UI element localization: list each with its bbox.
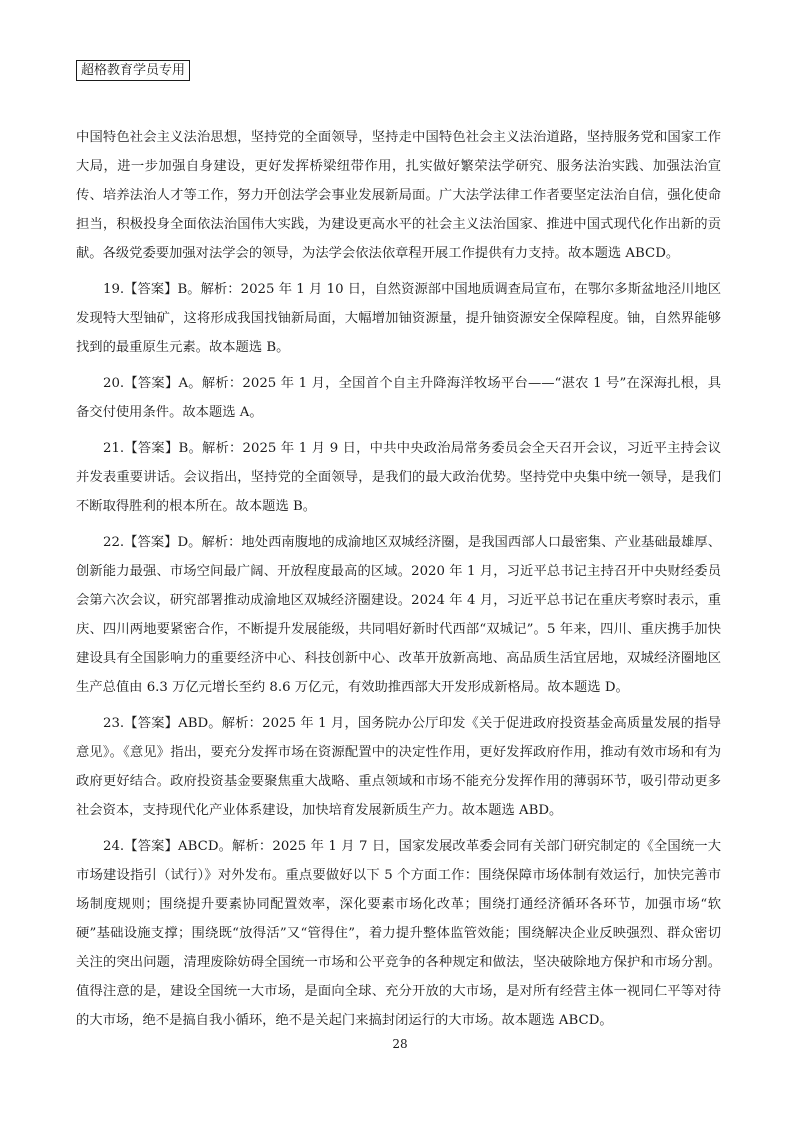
answer-24: 24.【答案】ABCD。解析：2025 年 1 月 7 日，国家发展改革委会同有关部门研究制定的《全国统一大市场建设指引（试行）》对外发布。重点要做好以下 5 个方面工作：围绕保障市场体制有效运行，加快完善市场制度规则；围绕提升要素协同配置效率，深化要素市场化改革；围绕打通经济循环各环节，加强市场“软硬”基础设施支撑；围绕既“放得活”又“管得住”，着力提升整体监管效能；围绕解决企业反映强烈、群众密切关注的突出问题，清理废除妨碍全国统一市场和公平竞争的各种规定和做法，坚决破除地方保护和市场分割。值得注意的是，建设全国统一大市场，是面向全球、充分开放的大市场，是对所有经营主体一视同仁平等对待的大市场，绝不是搞自我小循环，绝不是关起门来搞封闭运行的大市场。故本题选 ABCD。 bbox=[76, 839, 721, 1028]
document-body bbox=[76, 123, 721, 1042]
page-number: 28 bbox=[392, 1037, 408, 1051]
answer-20: 20.【答案】A。解析：2025 年 1 月，全国首个自主升降海洋牧场平台——“湛农 1 号”在深海扎根，具备交付使用条件。故本题选 A。 bbox=[76, 376, 721, 420]
answer-21: 21.【答案】B。解析：2025 年 1 月 9 日，中共中央政治局常务委员会全天召开会议，习近平主持会议并发表重要讲话。会议指出，坚持党的全面领导，是我们的最大政治优势。坚持党中央集中统一领导，是我们不断取得胜利的根本所在。故本题选 B。 bbox=[76, 441, 721, 514]
answer-23: 23.【答案】ABD。解析：2025 年 1 月，国务院办公厅印发《关于促进政府投资基金高质量发展的指导意见》。《意见》指出，要充分发挥市场在资源配置中的决定性作用，更好发挥政府作用，推动有效市场和有为政府更好结合。政府投资基金要聚焦重大战略、重点领域和市场不能充分发挥作用的薄弱环节，吸引带动更多社会资本，支持现代化产业体系建设，加快培育发展新质生产力。故本题选 ABD。 bbox=[76, 716, 721, 818]
paragraph-continuation: 中国特色社会主义法治思想，坚持党的全面领导，坚持走中国特色社会主义法治道路，坚持服务党和国家工作大局，进一步加强自身建设，更好发挥桥梁纽带作用，扎实做好繁荣法学研究、服务法治实践、加强法治宣传、培养法治人才等工作，努力开创法学会事业发展新局面。广大法学法律工作者要坚定法治自信，强化使命担当，积极投身全面依法治国伟大实践，为建设更高水平的社会主义法治国家、推进中国式现代化作出新的贡献。各级党委要加强对法学会的领导，为法学会依法依章程开展工作提供有力支持。故本题选 ABCD。 bbox=[76, 130, 721, 261]
header-label: 超格教育学员专用 bbox=[76, 60, 190, 81]
answer-19: 19.【答案】B。解析：2025 年 1 月 10 日，自然资源部中国地质调查局宣布，在鄂尔多斯盆地泾川地区发现特大型铀矿，这将形成我国找铀新局面，大幅增加铀资源量，提升铀资源安全保障程度。铀，自然界能够找到的最重原生元素。故本题选 B。 bbox=[76, 282, 721, 355]
answer-22: 22.【答案】D。解析：地处西南腹地的成渝地区双城经济圈，是我国西部人口最密集、产业基础最雄厚、创新能力最强、市场空间最广阔、开放程度最高的区域。2020 年 1 月，习近平总书记主持召开中央财经委员会第六次会议，研究部署推动成渝地区双城经济圈建设。2024 年 4 月，习近平总书记在重庆考察时表示，重庆、四川两地要紧密合作，不断提升发展能级，共同唱好新时代西部“双城记”。5 年来，四川、重庆携手加快建设具有全国影响力的重要经济中心、科技创新中心、改革开放新高地、高品质生活宜居地，双城经济圈地区生产总值由 6.3 万亿元增长至约 8.6 万亿元，有效助推西部大开发形成新格局。故本题选 D。 bbox=[76, 535, 721, 695]
